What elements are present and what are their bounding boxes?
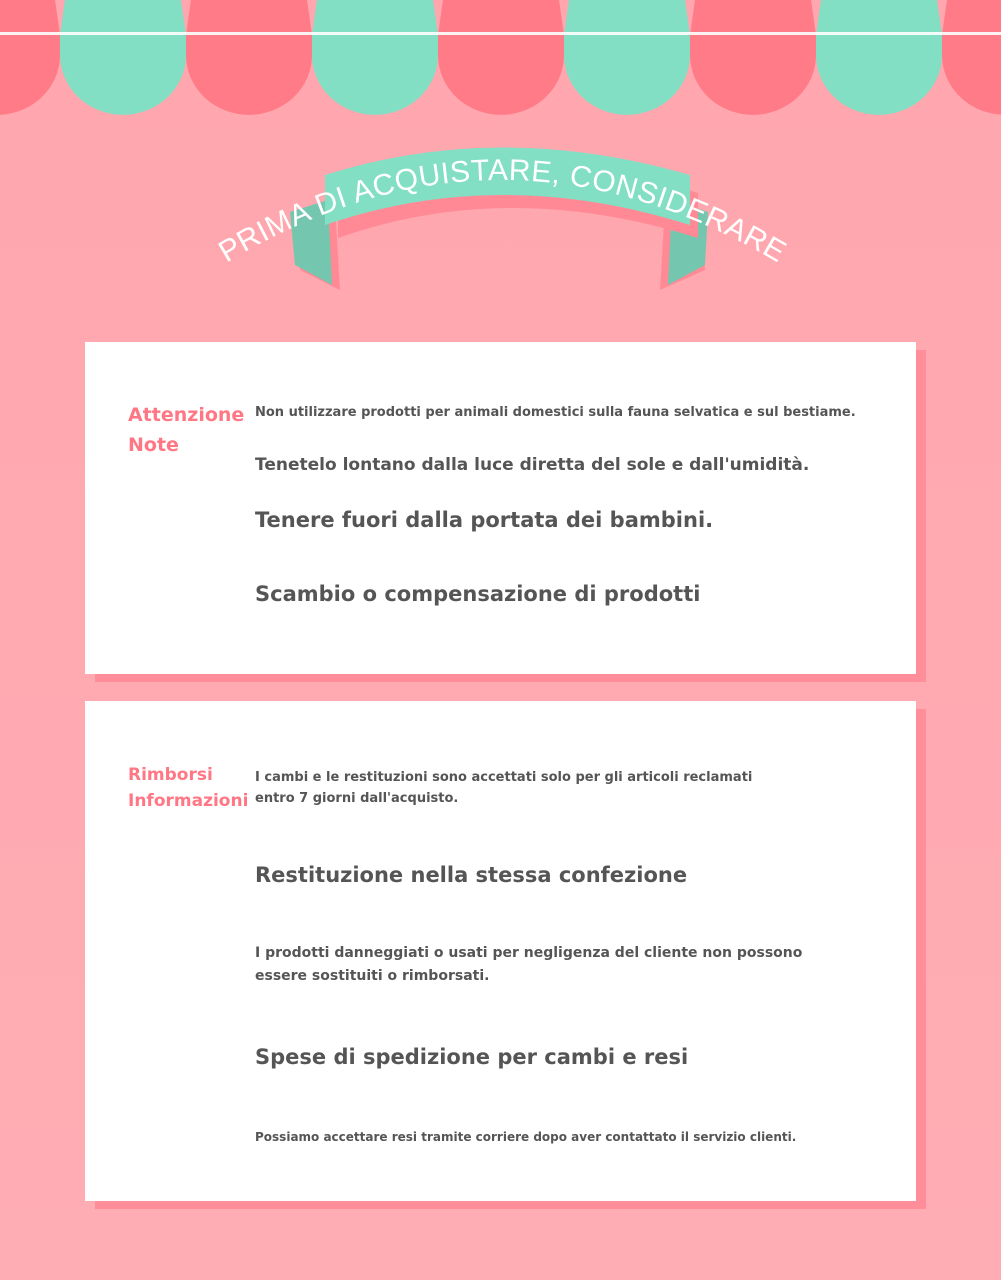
note-item: Tenetelo lontano dalla luce diretta del sole e dall'umidità.: [255, 455, 810, 475]
note-item: Scambio o compensazione di prodotti: [255, 582, 701, 606]
note-item: Non utilizzare prodotti per animali domestici sulla fauna selvatica e sul bestiame.: [255, 405, 856, 420]
note-item: Tenere fuori dalla portata dei bambini.: [255, 508, 714, 532]
attention-notes-card: [85, 342, 916, 674]
section-label: [128, 400, 244, 460]
awning-stripe: [60, 0, 186, 115]
refund-item: Possiamo accettare resi tramite corriere dopo aver contattato il servizio clienti.: [255, 1130, 797, 1144]
awning-stripe: [438, 0, 564, 115]
awning-decoration: [0, 0, 1001, 125]
section-label: [128, 762, 248, 814]
refund-item: I prodotti danneggiati o usati per negligenza del cliente non possono essere sostituiti o rimborsati.: [255, 945, 803, 984]
awning-stripe: [942, 0, 1001, 115]
refund-info-card: [85, 701, 916, 1201]
label-line: Attenzione: [128, 404, 245, 426]
awning-stripe: [186, 0, 312, 115]
page-title: PRIMA DI ACQUISTARE, CONSIDERARE: [213, 153, 792, 270]
awning-stripe: [564, 0, 690, 115]
awning-stripe: [0, 0, 60, 115]
refund-item: I cambi e le restituzioni sono accettati solo per gli articoli reclamati entro 7 giorni dall'acquisto.: [255, 770, 753, 806]
title-ribbon: [0, 140, 1001, 300]
label-line: Rimborsi: [128, 765, 213, 785]
awning-stripe: [312, 0, 438, 115]
awning-line: [0, 32, 1001, 35]
label-line: Note: [128, 434, 179, 456]
label-line: Informazioni: [128, 791, 249, 811]
awning-stripe: [690, 0, 816, 115]
refund-item: Restituzione nella stessa confezione: [255, 863, 688, 887]
awning-stripe: [816, 0, 942, 115]
refund-item: Spese di spedizione per cambi e resi: [255, 1045, 689, 1069]
